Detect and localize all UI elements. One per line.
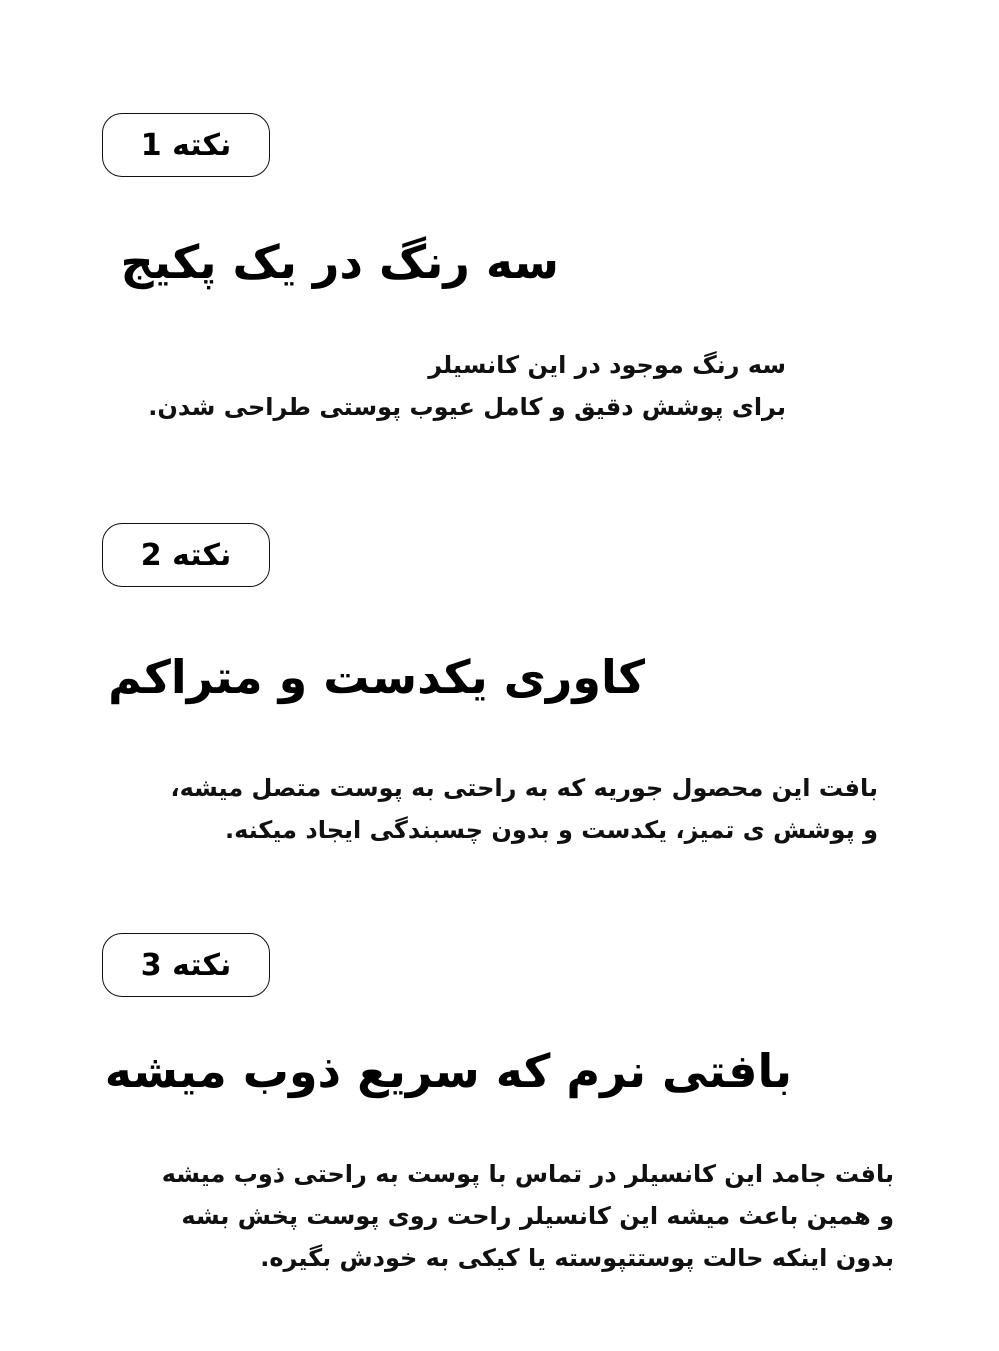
tip-badge-2: نکته 2: [102, 523, 270, 587]
tip-body-line: سه رنگ موجود در این کانسیلر: [428, 351, 786, 379]
tip-badge-1: نکته 1: [102, 113, 270, 177]
tip-body-2: [170, 767, 878, 851]
tip-body-line: برای پوشش دقیق و کامل عیوب پوستی طراحی شدن.: [148, 393, 786, 421]
tip-body-line: بافت این محصول جوریه که به راحتی به پوست متصل میشه،: [170, 774, 878, 802]
tip-body-3: [162, 1153, 894, 1279]
tip-body-line: بافت جامد این کانسیلر در تماس با پوست به راحتی ذوب میشه: [161, 1160, 894, 1188]
tip-body-line: و پوشش ی تمیز، یکدست و بدون چسبندگی ایجاد میکنه.: [224, 816, 878, 844]
tip-body-1: [148, 344, 786, 428]
tip-badge-3: نکته 3: [102, 933, 270, 997]
tip-title-2: کاوری یکدست و متراکم: [108, 650, 645, 704]
tip-body-line: بدون اینکه حالت پوستتپوسته یا کیکی به خودش بگیره.: [260, 1244, 894, 1272]
tip-body-line: و همین باعث میشه این کانسیلر راحت روی پوست پخش بشه: [181, 1202, 894, 1230]
tip-title-3: بافتی نرم که سریع ذوب میشه: [104, 1044, 792, 1098]
tip-title-1: سه رنگ در یک پکیج: [120, 235, 559, 289]
